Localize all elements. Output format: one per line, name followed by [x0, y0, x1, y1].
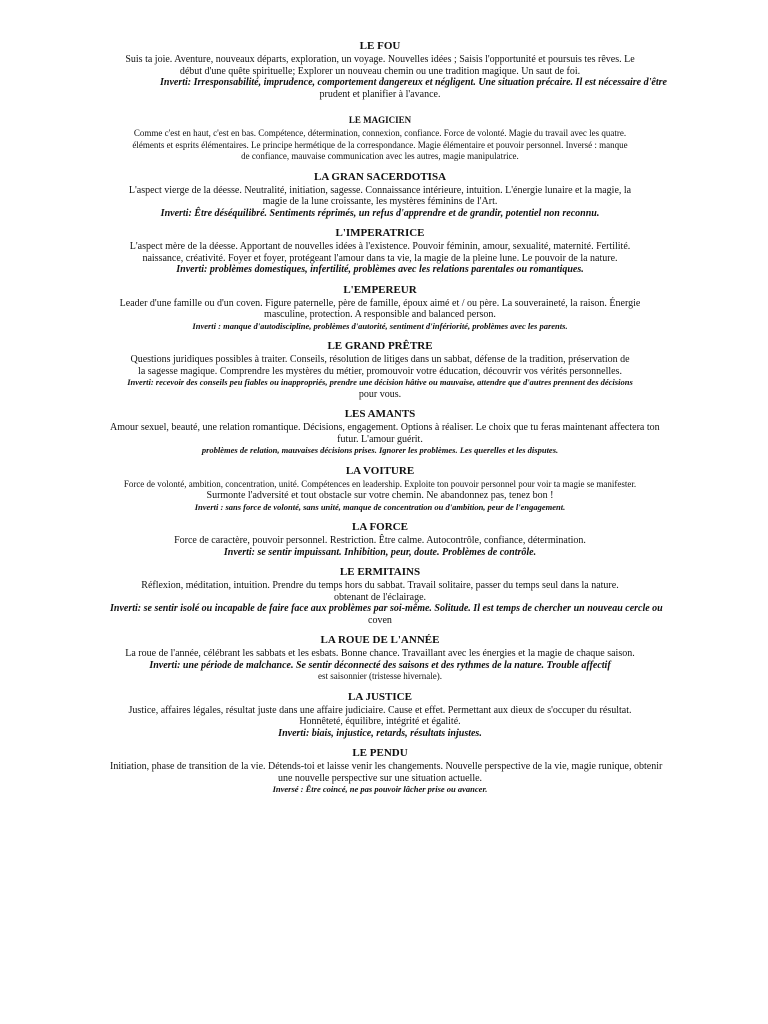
card-text-line: L'aspect mère de la déesse. Apportant de nouvelles idées à l'existence. Pouvoir féminin, amour, sexualité, maternité. Fertilité.	[129, 241, 631, 252]
card-title: LA ROUE DE L'ANNÉE	[320, 634, 440, 646]
card-reversed-line: Inverti: se sentir isolé ou incapable de faire face aux problèmes par soi-même. Solitude. Il est temps de chercher un nouveau cercle ou	[110, 603, 663, 614]
card-text-line: Réflexion, méditation, intuition. Prendre du temps hors du sabbat. Travail solitaire, passer du temps seul dans la nature.	[141, 580, 619, 591]
card-la-justice	[110, 691, 650, 740]
card-text-line: pour vous.	[358, 388, 402, 400]
card-reversed-line: Inverti: problèmes domestiques, infertilité, problèmes avec les relations parentales ou romantiques.	[176, 264, 584, 275]
card-le-ermitains	[110, 566, 663, 626]
card-text-line: est saisonnier (tristesse hivernale).	[318, 671, 442, 681]
card-text-line: une nouvelle perspective sur une situation actuelle.	[277, 772, 483, 784]
card-reversed-line: Inverti : sans force de volonté, sans unité, manque de concentration ou d'ambition, peur de l'engagement.	[194, 501, 566, 512]
card-la-voiture	[110, 465, 650, 514]
card-l-empereur	[110, 284, 650, 333]
card-text-line: magie de la lune croissante, les mystères féminins de l'Art.	[262, 196, 498, 207]
card-text-line: Force de volonté, ambition, concentration, unité. Compétences en leadership. Exploite ton pouvoir personnel pour voir ta magie se manifester.	[123, 478, 637, 489]
card-text-line: Leader d'une famille ou d'un coven. Figure paternelle, père de famille, époux aimé et / ou père. La souveraineté, la raison. Énergie	[119, 297, 641, 309]
card-le-pendu	[110, 747, 663, 796]
card-les-amants	[110, 408, 660, 457]
card-reversed-line: Inverti: se sentir impuissant. Inhibition, peur, doute. Problèmes de contrôle.	[223, 546, 537, 558]
card-text-line: futur. L'amour guérit.	[337, 433, 423, 445]
card-title: LA JUSTICE	[348, 690, 412, 703]
card-reversed-line: Inverti: Être déséquilibré. Sentiments réprimés, un refus d'apprendre et de grandir, potentiel non reconnu.	[160, 207, 600, 219]
card-title: LE FOU	[359, 40, 401, 52]
card-reversed-line: Inverti: recevoir des conseils peu fiables ou inappropriés, prendre une décision hâtive ou mauvaise, attendre que d'autres prennent des décisions	[127, 377, 633, 387]
card-text-line: Suis ta joie. Aventure, nouveaux départs, exploration, un voyage. Nouvelles idées ; Saisis l'opportunité et poursuis tes rêves. Le	[125, 54, 635, 65]
card-text-line: prudent et planifier à l'avance.	[319, 88, 441, 100]
card-title: LE GRAND PRÊTRE	[327, 340, 433, 352]
card-title: LE MAGICIEN	[348, 115, 412, 125]
card-text-line: Questions juridiques possibles à traiter. Conseils, résolution de litiges dans un sabbat, défense de la tradition, préservation de	[130, 354, 630, 365]
card-text-line: L'aspect vierge de la déesse. Neutralité, initiation, sagesse. Connaissance intérieure, intuition. L'énergie lunaire et la magie, la	[128, 184, 632, 196]
card-title: LE ERMITAINS	[339, 566, 421, 578]
card-reversed-line: Inverti : manque d'autodiscipline, problèmes d'autorité, sentiment d'infériorité, problèmes avec les parents.	[192, 320, 568, 331]
card-text-line: naissance, créativité. Foyer et foyer, protégeant l'amour dans ta vie, la magie de la pleine lune. Le pouvoir de la nature.	[142, 252, 618, 264]
card-text-line: début d'une quête spirituelle; Explorer un nouveau chemin ou une tradition magique. Un saut de foi.	[179, 65, 581, 77]
card-la-roue-de-l-annee	[110, 634, 650, 683]
card-text-line: obtenant de l'éclairage.	[333, 591, 427, 603]
card-text-line: Justice, affaires légales, résultat juste dans une affaire judiciaire. Cause et effet. Permettant aux dieux de s'occuper du résultat.	[128, 704, 632, 716]
card-text-line: la sagesse magique. Comprendre les mystères du métier, promouvoir votre éducation, découvrir vos vérités personnelles.	[138, 365, 622, 377]
card-text-line: Honnêteté, équilibre, intégrité et égalité.	[299, 716, 461, 727]
document-page	[110, 40, 667, 804]
card-text-line: La roue de l'année, célébrant les sabbats et les esbats. Bonne chance. Travaillant avec les énergies et la magie de chaque saison.	[125, 648, 635, 659]
card-reversed-line: problèmes de relation, mauvaises décisions prises. Ignorer les problèmes. Les querelles et les disputes.	[201, 445, 559, 455]
card-title: LE PENDU	[352, 747, 408, 759]
card-reversed-line: Inversé : Être coincé, ne pas pouvoir lâcher prise ou avancer.	[272, 784, 488, 794]
card-la-gran-sacerdotisa	[110, 171, 650, 220]
card-title: LA GRAN SACERDOTISA	[313, 170, 447, 183]
card-text-line: éléments et esprits élémentaires. Le principe hermétique de la correspondance. Magie élémentaire et pouvoir personnel. Inversé : manque	[132, 139, 628, 150]
card-reversed-line: Inverti: biais, injustice, retards, résultats injustes.	[278, 727, 482, 739]
card-title: LES AMANTS	[344, 408, 416, 420]
card-title: L'EMPEREUR	[343, 283, 417, 296]
card-title: L'IMPERATRICE	[335, 227, 425, 239]
card-reversed-line: Inverti: Irresponsabilité, imprudence, comportement dangereux et négligent. Une situation précaire. Il est nécessaire d'être	[160, 77, 667, 88]
card-text-line: Comme c'est en haut, c'est en bas. Compétence, détermination, connexion, confiance. Force de volonté. Magie du travail avec les quatre.	[133, 128, 627, 138]
card-le-fou	[110, 40, 667, 100]
card-text-line: Initiation, phase de transition de la vie. Détends-toi et laisse venir les changements. Nouvelle perspective de la vie, magie runique, obtenir	[110, 761, 663, 772]
card-reversed-line: Inverti: une période de malchance. Se sentir déconnecté des saisons et des rythmes de la nature. Trouble affectif	[149, 659, 611, 671]
card-text-line: Surmonte l'adversité et tout obstacle sur votre chemin. Ne abandonnez pas, tenez bon !	[206, 490, 554, 501]
card-text-line: Force de caractère, pouvoir personnel. Restriction. Être calme. Autocontrôle, confiance, détermination.	[174, 535, 586, 546]
card-le-grand-pretre	[110, 340, 650, 400]
card-text-line: Amour sexuel, beauté, une relation romantique. Décisions, engagement. Options à réaliser. Le choix que tu feras maintenant affectera ton	[110, 422, 660, 433]
card-title: LA FORCE	[352, 521, 408, 533]
card-text-line: coven	[368, 614, 392, 626]
card-le-magicien	[110, 114, 650, 163]
card-text-line: de confiance, mauvaise communication avec les autres, magie manipulatrice.	[241, 151, 519, 161]
card-title: LA VOITURE	[345, 464, 415, 477]
card-text-line: masculine, protection. A responsible and balanced person.	[264, 309, 496, 320]
card-la-force	[110, 521, 650, 558]
card-l-imperatrice	[110, 227, 650, 276]
